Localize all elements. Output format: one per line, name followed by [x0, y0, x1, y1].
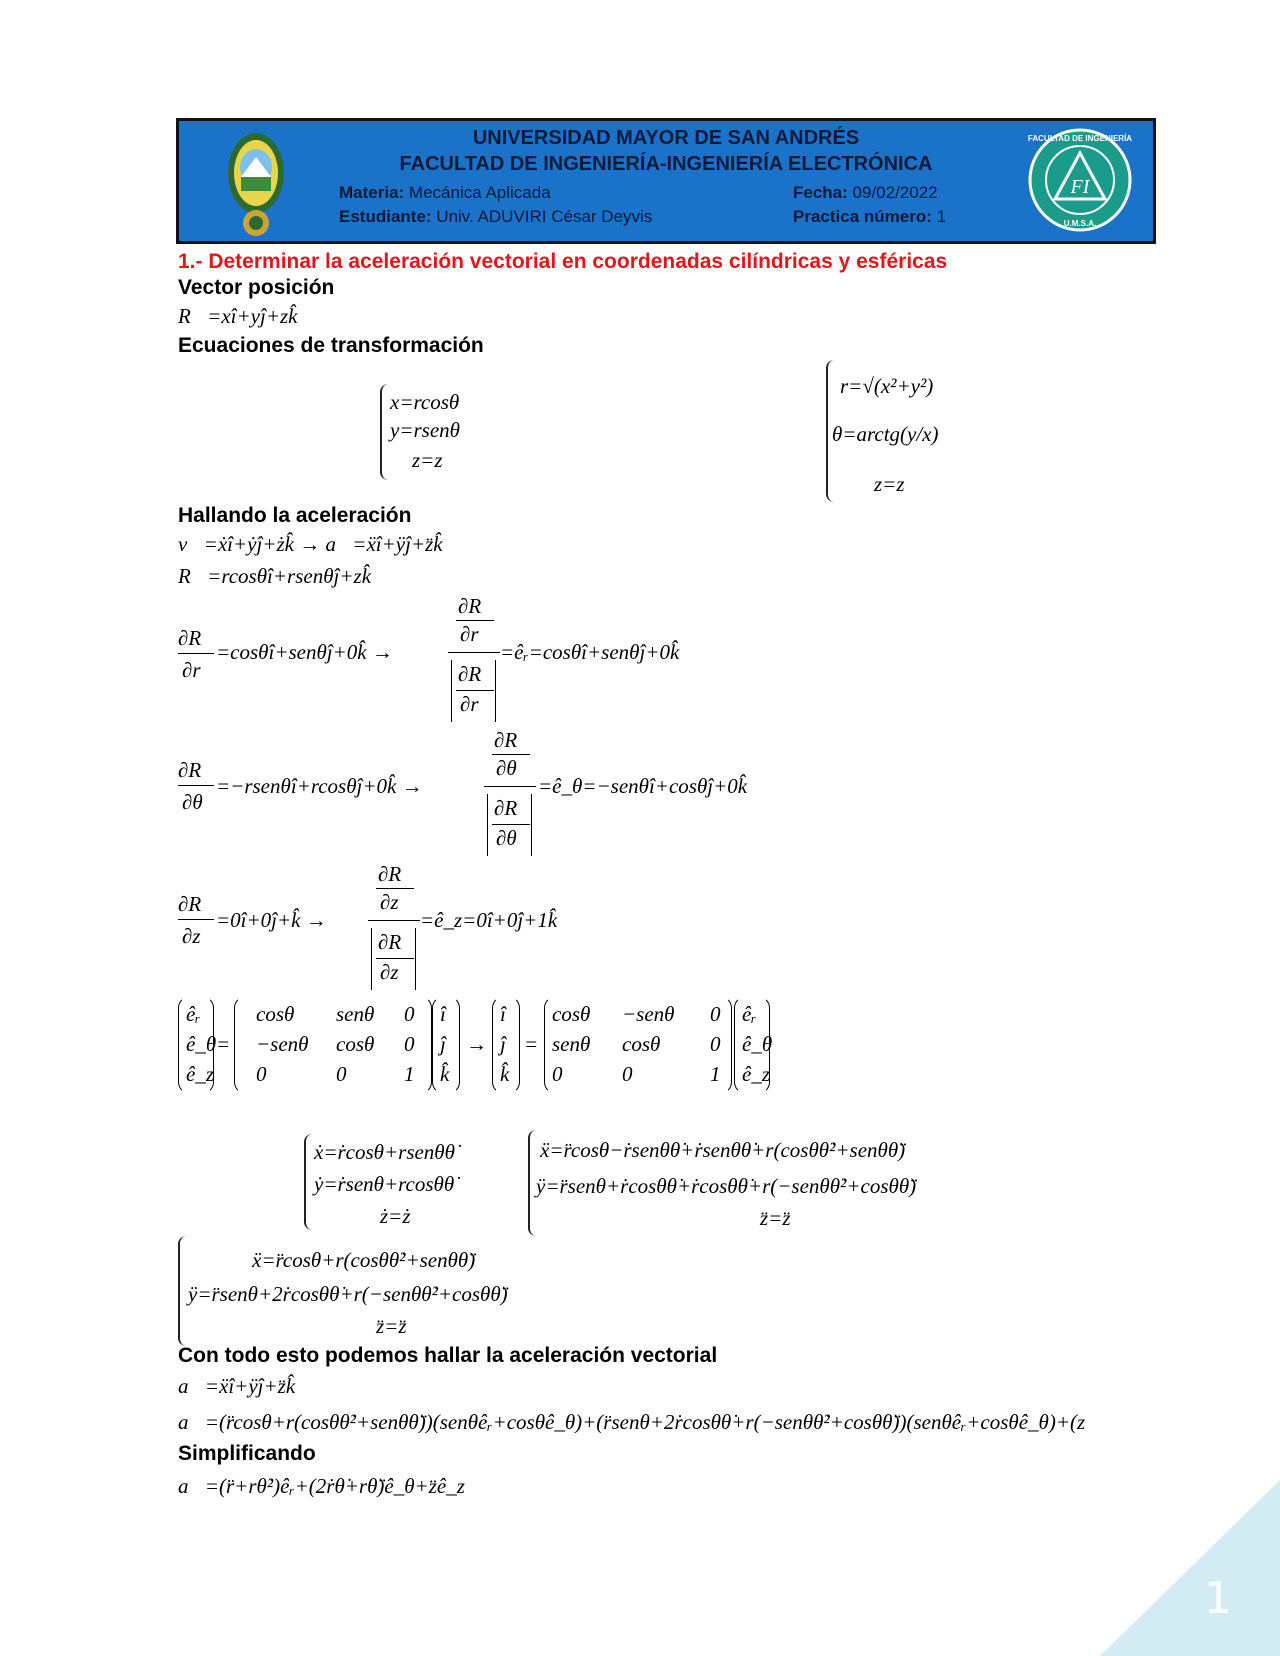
svg-text:U.M.S.A.: U.M.S.A.: [1063, 219, 1097, 228]
fraction-bar: [492, 754, 530, 755]
matrix-cell: êᵣ: [742, 1002, 757, 1026]
arrow: →: [466, 1032, 487, 1056]
fraction-bar: [376, 888, 414, 889]
eq-accel-z: z̈=z̈: [760, 1206, 791, 1230]
matrix-cell: ĵ: [500, 1032, 506, 1056]
matrix-cell: 0: [552, 1062, 563, 1086]
frac-den: ∂z: [182, 924, 201, 948]
frac-den: ∂θ: [496, 826, 517, 850]
frac-den: ∂r: [460, 622, 479, 646]
matrix-cell: î: [500, 1002, 506, 1026]
matrix-cell: senθ: [336, 1002, 375, 1026]
abs-bar: [451, 660, 452, 722]
fraction-bar: [178, 919, 214, 920]
eq-accel-expanded: a⃗=(r̈cosθ+r(cosθθ̇²+senθθ̈))(senθêᵣ+cosθê_θ)+(r̈senθ+2ṙcosθθ̇+r(−senθθ̇²+cosθθ̈))(senθêᵣ+cosθê_θ)+(z: [178, 1412, 1086, 1433]
fecha-field: Fecha: 09/02/2022: [793, 183, 938, 202]
matrix-cell: ê_z: [186, 1062, 214, 1086]
frac-den: ∂z: [380, 890, 399, 914]
matrix-cell: senθ: [552, 1032, 591, 1056]
matrix-cell: ê_θ: [186, 1032, 217, 1056]
frac-num: ∂R⃗: [494, 728, 534, 752]
eq-dz-rhs: =ê_z=0î+0ĵ+1k̂: [420, 908, 558, 932]
frac-num: ∂R⃗: [178, 626, 218, 650]
frac-num: ∂R⃗: [494, 796, 534, 820]
fraction-bar: [368, 920, 420, 921]
page-number: 1: [1204, 1573, 1232, 1624]
svg-text:FI: FI: [1070, 176, 1090, 198]
matrix-cell: êᵣ: [186, 1002, 201, 1026]
fraction-bar: [456, 620, 494, 621]
estudiante-field: Estudiante: Univ. ADUVIRI César Deyvis: [339, 207, 653, 226]
eq-simplified-z: z̈=z̈: [376, 1314, 407, 1338]
abs-bar: [487, 794, 488, 856]
matrix-cell: 0: [404, 1002, 415, 1026]
matrix-cell: 0: [710, 1032, 721, 1056]
frac-den: ∂θ: [182, 790, 203, 814]
fraction-bar: [376, 958, 414, 959]
eq-inverse-r: r=√(x²+y²): [840, 374, 934, 398]
eq-inverse-z: z=z: [874, 472, 905, 496]
eq-velocity-acceleration: v⃗=ẋî+ẏĵ+żk̂ → a⃗=ẍî+ÿĵ+z̈k̂: [178, 532, 443, 556]
faculty-logo-icon: [1027, 127, 1133, 233]
matrix-cell: 1: [710, 1062, 721, 1086]
brace: [304, 1134, 314, 1230]
eq-position-cylindrical: R⃗=rcosθî+rsenθĵ+zk̂: [178, 564, 372, 588]
problem-title: 1.- Determinar la aceleración vectorial en coordenadas cilíndricas y esféricas: [178, 250, 948, 273]
svg-text:FACULTAD DE INGENIERÍA: FACULTAD DE INGENIERÍA: [1027, 134, 1133, 143]
frac-den: ∂z: [380, 960, 399, 984]
matrix-cell: 0: [622, 1062, 633, 1086]
eq-inverse-theta: θ=arctg(y/x): [832, 422, 939, 446]
matrix-cell: ê_z: [742, 1062, 770, 1086]
frac-den: ∂θ: [496, 756, 517, 780]
brace: [380, 384, 390, 480]
matrix-cell: k̂: [440, 1062, 450, 1086]
eq-velocity-z: ż=ż: [380, 1204, 411, 1228]
heading-simplificando: Simplificando: [178, 1442, 316, 1465]
eq-dr-lhs: =cosθî+senθĵ+0k̂ →: [216, 640, 393, 664]
matrix-cell: 0: [256, 1062, 267, 1086]
matrix-cell: 1: [404, 1062, 415, 1086]
corner-decoration: [1100, 1480, 1280, 1656]
matrix-cell: ê_θ: [742, 1032, 773, 1056]
fraction-bar: [484, 786, 536, 787]
eq-velocity-x: ẋ=ṙcosθ+rsenθθ̇: [314, 1140, 455, 1164]
practica-field: Practica número: 1: [793, 207, 947, 226]
heading-con-todo: Con todo esto podemos hallar la aceleración vectorial: [178, 1344, 718, 1367]
heading-ecuaciones: Ecuaciones de transformación: [178, 334, 484, 357]
matrix-cell: −senθ: [622, 1002, 675, 1026]
equals-sign: =: [216, 1032, 231, 1056]
fraction-bar: [492, 824, 530, 825]
fraction-bar: [178, 785, 214, 786]
frac-num: ∂R⃗: [458, 594, 498, 618]
frac-num: ∂R⃗: [178, 892, 218, 916]
eq-dz-lhs: =0î+0ĵ+k̂ →: [216, 908, 327, 932]
abs-bar: [371, 928, 372, 990]
matrix-cell: k̂: [500, 1062, 510, 1086]
eq-accel-cartesian: a⃗=ẍî+ÿĵ+z̈k̂: [178, 1374, 296, 1398]
materia-field: Materia: Mecánica Aplicada: [339, 183, 551, 202]
eq-accel-final: a⃗=(r̈+rθ̇²)êᵣ+(2ṙθ̇+rθ̈)ê_θ+z̈ê_z: [178, 1474, 465, 1498]
eq-transform-y: y=rsenθ: [390, 418, 460, 442]
matrix-cell: 0: [404, 1032, 415, 1056]
matrix-cell: 0: [336, 1062, 347, 1086]
heading-vector-posicion: Vector posición: [178, 276, 335, 299]
eq-position-vector: R⃗=xî+yĵ+zk̂: [178, 304, 298, 328]
document-header: [176, 118, 1156, 244]
heading-hallando: Hallando la aceleración: [178, 504, 412, 527]
frac-num: ∂R⃗: [378, 862, 418, 886]
matrix-cell: cosθ: [552, 1002, 591, 1026]
eq-dr-rhs: =êᵣ=cosθî+senθĵ+0k̂: [500, 640, 680, 664]
matrix-cell: cosθ: [622, 1032, 661, 1056]
eq-accel-x: ẍ=r̈cosθ−ṙsenθθ̇+ṙsenθθ̇+r(cosθθ̇²+senθθ̈): [540, 1138, 906, 1162]
equals-sign: =: [524, 1032, 539, 1056]
matrix-cell: ĵ: [440, 1032, 446, 1056]
eq-velocity-y: ẏ=ṙsenθ+rcosθθ̇: [314, 1172, 455, 1196]
faculty-name: FACULTAD DE INGENIERÍA-INGENIERÍA ELECTRÓNICA: [399, 153, 933, 175]
university-name: UNIVERSIDAD MAYOR DE SAN ANDRÉS: [472, 127, 860, 149]
fraction-bar: [456, 690, 494, 691]
matrix-cell: cosθ: [336, 1032, 375, 1056]
frac-den: ∂r: [460, 692, 479, 716]
fraction-bar: [448, 652, 500, 653]
eq-dtheta-lhs: =−rsenθî+rcosθĵ+0k̂ →: [216, 774, 423, 798]
eq-transform-x: x=rcosθ: [390, 390, 460, 414]
matrix-cell: 0: [710, 1002, 721, 1026]
eq-accel-y: ÿ=r̈senθ+ṙcosθθ̇+ṙcosθθ̇+r(−senθθ̇²+cosθθ̈): [536, 1174, 917, 1198]
fraction-bar: [178, 653, 214, 654]
eq-dtheta-rhs: =ê_θ=−senθî+cosθĵ+0k̂: [538, 774, 748, 798]
frac-num: ∂R⃗: [458, 662, 498, 686]
matrix-cell: cosθ: [256, 1002, 295, 1026]
brace: [178, 1236, 188, 1346]
eq-transform-z: z=z: [412, 448, 443, 472]
frac-num: ∂R⃗: [178, 758, 218, 782]
eq-simplified-y: ÿ=r̈senθ+2ṙcosθθ̇+r(−senθθ̇²+cosθθ̈): [188, 1282, 508, 1306]
frac-den: ∂r: [182, 658, 201, 682]
eq-simplified-x: ẍ=r̈cosθ+r(cosθθ̇²+senθθ̈): [252, 1248, 476, 1272]
matrix-cell: î: [440, 1002, 446, 1026]
frac-num: ∂R⃗: [378, 930, 418, 954]
matrix-cell: −senθ: [256, 1032, 309, 1056]
